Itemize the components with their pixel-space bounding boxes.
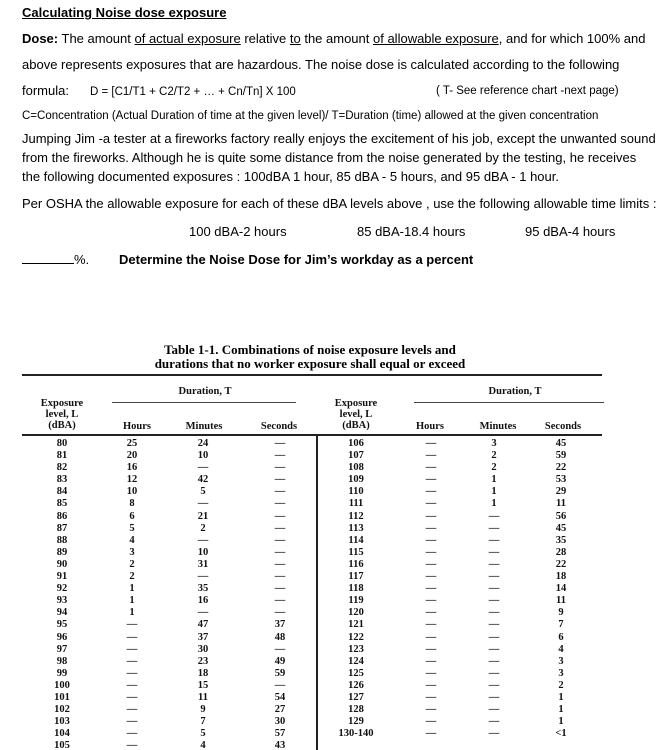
table-cell: 49 (274, 655, 286, 667)
table-cell: — (126, 619, 138, 631)
table-cell: 29 (555, 486, 567, 498)
table-cell: 11 (198, 691, 208, 703)
table-cell: — (126, 704, 138, 716)
left-minutes-header: Minutes (185, 421, 223, 432)
table-cell: — (126, 631, 138, 643)
table-cell: 113 (348, 522, 364, 534)
table-cell: — (274, 534, 286, 546)
table-cell: — (126, 691, 138, 703)
table-cell: 7 (558, 619, 564, 631)
table-cell: 114 (348, 534, 364, 546)
table-cell: — (274, 522, 286, 534)
table-cell: — (274, 474, 286, 486)
table-cell: 53 (555, 474, 567, 486)
table-cell: — (488, 522, 500, 534)
table-cell: 128 (348, 704, 364, 716)
table-cell: — (488, 716, 500, 728)
table-cell: — (488, 631, 500, 643)
table-cell: — (425, 643, 437, 655)
table-cell: 16 (197, 595, 209, 607)
limit-95-dba: 95 dBA-4 hours (525, 224, 616, 239)
table-cell: — (425, 450, 437, 462)
table-cell: 124 (348, 655, 364, 667)
table-cell: 123 (348, 643, 364, 655)
table-cell: 59 (274, 667, 286, 679)
table-cell: — (425, 571, 437, 583)
table-cell: — (488, 655, 500, 667)
table-cell: 45 (555, 438, 567, 449)
osha-instruction: Per OSHA the allowable exposure for each of these dBA levels above , use the following allowable time limits : (22, 196, 657, 211)
table-cell: 127 (348, 691, 364, 703)
table-cell: 1 (491, 474, 497, 486)
table-cell: — (425, 691, 437, 703)
table-title-line-2: durations that no worker exposure shall equal or exceed (154, 356, 466, 371)
table-cell: 10 (126, 486, 138, 498)
table-cell: 100 (54, 679, 70, 691)
table-cell: 102 (54, 704, 70, 716)
document-title: Calculating Noise dose exposure (22, 5, 227, 20)
table-cell: — (126, 740, 138, 750)
table-cell: 25 (126, 438, 138, 449)
table-cell: — (425, 728, 437, 740)
table-cell: 121 (348, 619, 364, 631)
table-cell: 6 (558, 631, 564, 643)
table-cell: — (126, 716, 138, 728)
table-cell: — (197, 607, 209, 619)
right-minutes-header: Minutes (479, 421, 517, 432)
table-cell: — (425, 619, 437, 631)
table-cell: 115 (348, 546, 364, 558)
table-title-line-1: Table 1-1. Combinations of noise exposure levels and (164, 342, 456, 357)
table-cell: 81 (56, 450, 68, 462)
table-cell: 57 (274, 728, 286, 740)
table-cell: 18 (555, 571, 567, 583)
table-cell: — (425, 667, 437, 679)
table-cell: — (488, 571, 500, 583)
left-level-column (40, 438, 84, 750)
table-cell: — (425, 704, 437, 716)
table-cell: 89 (56, 546, 68, 558)
table-cell: — (274, 643, 286, 655)
table-cell: — (488, 704, 500, 716)
dose-underline-actual: of actual exposure (134, 31, 241, 46)
allowable-limits-row (0, 224, 667, 240)
table-cell: 8 (129, 498, 135, 510)
table-cell: — (488, 643, 500, 655)
table-cell: 59 (555, 450, 567, 462)
table-cell: — (126, 655, 138, 667)
table-cell: 20 (126, 450, 138, 462)
right-exposure-header: Exposure level, L (dBA) (334, 398, 378, 431)
table-cell: — (425, 462, 437, 474)
table-cell: 101 (54, 691, 70, 703)
table-cell: — (274, 595, 286, 607)
table-cell: — (274, 450, 286, 462)
table-cell: 130-140 (338, 728, 374, 740)
table-cell: 30 (197, 643, 209, 655)
table-cell: 27 (274, 704, 286, 716)
table-cell: 24 (197, 438, 209, 449)
table-cell: 1 (558, 704, 564, 716)
left-duration-header: Duration, T (178, 386, 232, 397)
table-cell: 22 (555, 462, 567, 474)
table-cell: 126 (348, 679, 364, 691)
story-line-1: Jumping Jim -a tester at a fireworks factory really enjoys the excitement of his job, except the unwanted sound (22, 131, 656, 146)
table-center-divider (316, 436, 318, 750)
story-line-2: from the fireworks. Although he is quite some distance from the noise generated by the testing, he receives (22, 150, 637, 165)
table-cell: — (425, 679, 437, 691)
table-cell: — (197, 462, 209, 474)
dose-text: The amount (58, 31, 135, 46)
table-cell: — (488, 728, 500, 740)
table-cell: 122 (348, 631, 364, 643)
table-cell: 94 (56, 607, 68, 619)
right-duration-rule (414, 402, 604, 403)
left-hours-column (117, 438, 147, 750)
formula-label: formula: (22, 83, 69, 98)
right-seconds-column (546, 438, 576, 740)
dose-text: , and for which 100% and (498, 31, 646, 46)
table-cell: 82 (56, 462, 68, 474)
dose-definition-line-1 (22, 31, 645, 47)
table-cell: 21 (197, 510, 209, 522)
formula-equation: D = [C1/T1 + C2/T2 + … + Cn/Tn] X 100 (90, 86, 296, 98)
formula-reference-note: ( T- See reference chart -next page) (436, 85, 619, 97)
dose-definition-line-2: above represents exposures that are hazardous. The noise dose is calculated according to the following (22, 57, 620, 72)
table-cell: — (425, 716, 437, 728)
answer-line (22, 252, 473, 268)
table-cell: 47 (197, 619, 209, 631)
table-cell: — (425, 607, 437, 619)
table-cell: 5 (129, 522, 135, 534)
table-cell: — (274, 438, 286, 449)
table-cell: — (488, 595, 500, 607)
table-cell: 9 (200, 704, 206, 716)
table-cell: — (274, 558, 286, 570)
right-minutes-column (479, 438, 509, 740)
table-cell: 7 (200, 716, 206, 728)
table-cell: — (425, 438, 437, 449)
table-cell: — (126, 667, 138, 679)
table-cell: — (274, 583, 286, 595)
table-cell: 14 (555, 583, 567, 595)
story-line-3: the following documented exposures : 100dBA 1 hour, 85 dBA - 5 hours, and 95 dBA - 1 hour. (22, 169, 559, 184)
table-cell: 1 (558, 691, 564, 703)
table-cell: 90 (56, 558, 68, 570)
table-cell: 110 (348, 486, 364, 498)
table-cell: 98 (56, 655, 68, 667)
table-cell: 2 (129, 571, 135, 583)
table-cell: 1 (491, 498, 497, 510)
table-cell: 1 (129, 595, 135, 607)
left-minutes-column (188, 438, 218, 750)
table-cell: — (274, 546, 286, 558)
table-cell: — (274, 462, 286, 474)
table-cell: — (488, 546, 500, 558)
table-cell: 112 (348, 510, 364, 522)
table-cell: 28 (555, 546, 567, 558)
table-cell: 11 (556, 595, 566, 607)
dose-text: relative (240, 31, 290, 46)
right-hours-column (416, 438, 446, 740)
table-cell: 107 (348, 450, 364, 462)
answer-blank[interactable] (22, 252, 74, 264)
table-cell: 120 (348, 607, 364, 619)
table-cell: — (488, 558, 500, 570)
dose-underline-allowable: of allowable exposure (373, 31, 499, 46)
table-cell: — (425, 558, 437, 570)
table-cell: 97 (56, 643, 68, 655)
left-seconds-column (265, 438, 295, 750)
table-cell: 4 (558, 643, 564, 655)
table-cell: 23 (197, 655, 209, 667)
table-cell: — (425, 522, 437, 534)
table-cell: — (425, 486, 437, 498)
table-cell: — (425, 534, 437, 546)
table-cell: 35 (197, 583, 209, 595)
table-header-rule (22, 434, 602, 436)
table-cell: 31 (197, 558, 209, 570)
table-cell: — (126, 643, 138, 655)
table-cell: — (425, 510, 437, 522)
table-cell: 83 (56, 474, 68, 486)
table-cell: — (197, 571, 209, 583)
limit-100-dba: 100 dBA-2 hours (189, 224, 287, 239)
table-cell: 42 (197, 474, 209, 486)
dose-text: the amount (300, 31, 373, 46)
table-cell: — (488, 679, 500, 691)
table-cell: — (425, 546, 437, 558)
table-cell: 92 (56, 583, 68, 595)
table-cell: 129 (348, 716, 364, 728)
table-cell: 2 (558, 679, 564, 691)
table-cell: 116 (348, 558, 364, 570)
table-cell: 5 (200, 486, 206, 498)
table-cell: — (488, 583, 500, 595)
table-cell: 95 (56, 619, 68, 631)
table-cell: 111 (348, 498, 364, 510)
table-cell: 37 (274, 619, 286, 631)
table-cell: — (274, 498, 286, 510)
right-hours-header: Hours (415, 421, 444, 432)
table-cell: — (488, 619, 500, 631)
table-cell: 117 (348, 571, 364, 583)
left-hours-header: Hours (122, 421, 151, 432)
table-cell: — (425, 498, 437, 510)
table-cell: 30 (274, 716, 286, 728)
table-cell: — (425, 631, 437, 643)
limit-85-dba: 85 dBA-18.4 hours (357, 224, 466, 239)
table-cell: 5 (200, 728, 206, 740)
table-cell: — (126, 728, 138, 740)
table-cell: 88 (56, 534, 68, 546)
table-cell: — (488, 607, 500, 619)
right-level-column (326, 438, 386, 740)
answer-percent-suffix: %. (74, 252, 90, 267)
table-cell: 103 (54, 716, 70, 728)
table-cell: 4 (129, 534, 135, 546)
table-cell: 22 (555, 558, 567, 570)
table-cell: 43 (274, 740, 286, 750)
right-seconds-header: Seconds (544, 421, 582, 432)
table-cell: 85 (56, 498, 68, 510)
table-cell: 93 (56, 595, 68, 607)
table-cell: 106 (348, 438, 364, 449)
table-cell: 118 (348, 583, 364, 595)
table-cell: 96 (56, 631, 68, 643)
table-cell: 108 (348, 462, 364, 474)
table-cell: 80 (56, 438, 68, 449)
table-cell: 3 (558, 655, 564, 667)
table-cell: 125 (348, 667, 364, 679)
table-cell: 1 (491, 486, 497, 498)
table-cell: 6 (129, 510, 135, 522)
concentration-note: C=Concentration (Actual Duration of time at the given level)/ T=Duration (time) allowed at the given concentration (22, 110, 599, 122)
table-cell: 2 (200, 522, 206, 534)
left-duration-rule (112, 402, 296, 403)
table-cell: — (274, 571, 286, 583)
table-cell: 15 (197, 679, 209, 691)
table-cell: 99 (56, 667, 68, 679)
table-cell: 2 (491, 462, 497, 474)
table-cell: 37 (197, 631, 209, 643)
table-cell: — (488, 534, 500, 546)
table-cell: 1 (558, 716, 564, 728)
table-cell: 1 (129, 583, 135, 595)
table-cell: 10 (197, 450, 209, 462)
table-cell: 91 (56, 571, 68, 583)
table-cell: 56 (555, 510, 567, 522)
table-top-rule (22, 374, 602, 376)
table-cell: 4 (200, 740, 206, 750)
table-cell: 104 (54, 728, 70, 740)
right-duration-header: Duration, T (488, 386, 542, 397)
left-seconds-header: Seconds (260, 421, 298, 432)
table-cell: — (197, 498, 209, 510)
table-cell: — (425, 595, 437, 607)
left-exposure-header: Exposure level, L (dBA) (40, 398, 84, 431)
table-cell: 3 (558, 667, 564, 679)
table-cell: — (488, 667, 500, 679)
table-cell: 109 (348, 474, 364, 486)
table-cell: 10 (197, 546, 209, 558)
table-cell: — (126, 679, 138, 691)
table-cell: — (274, 679, 286, 691)
table-cell: — (488, 510, 500, 522)
table-cell: 16 (126, 462, 138, 474)
formula-line (22, 83, 619, 100)
dose-label: Dose: (22, 31, 59, 46)
table-cell: 3 (129, 546, 135, 558)
table-cell: 2 (129, 558, 135, 570)
table-cell: 3 (491, 438, 497, 449)
table-cell: 11 (556, 498, 566, 510)
table-cell: — (425, 583, 437, 595)
table-cell: 84 (56, 486, 68, 498)
table-cell: 1 (129, 607, 135, 619)
table-cell: 105 (54, 740, 70, 750)
table-cell: 54 (274, 691, 286, 703)
table-cell: 119 (348, 595, 364, 607)
table-cell: — (425, 474, 437, 486)
table-cell: — (488, 691, 500, 703)
table-cell: <1 (555, 728, 567, 740)
table-cell: 35 (555, 534, 567, 546)
table-cell: 12 (126, 474, 138, 486)
table-cell: 45 (555, 522, 567, 534)
table-cell: 18 (197, 667, 209, 679)
table-cell: 86 (56, 510, 68, 522)
dose-underline-to: to (289, 31, 301, 46)
table-cell: — (197, 534, 209, 546)
table-cell: — (274, 486, 286, 498)
table-cell: — (274, 510, 286, 522)
table-cell: 9 (558, 607, 564, 619)
table-cell: — (274, 607, 286, 619)
answer-prompt: Determine the Noise Dose for Jim’s workday as a percent (119, 252, 474, 267)
table-cell: 87 (56, 522, 68, 534)
table-cell: 48 (274, 631, 286, 643)
table-cell: — (425, 655, 437, 667)
table-cell: 2 (491, 450, 497, 462)
